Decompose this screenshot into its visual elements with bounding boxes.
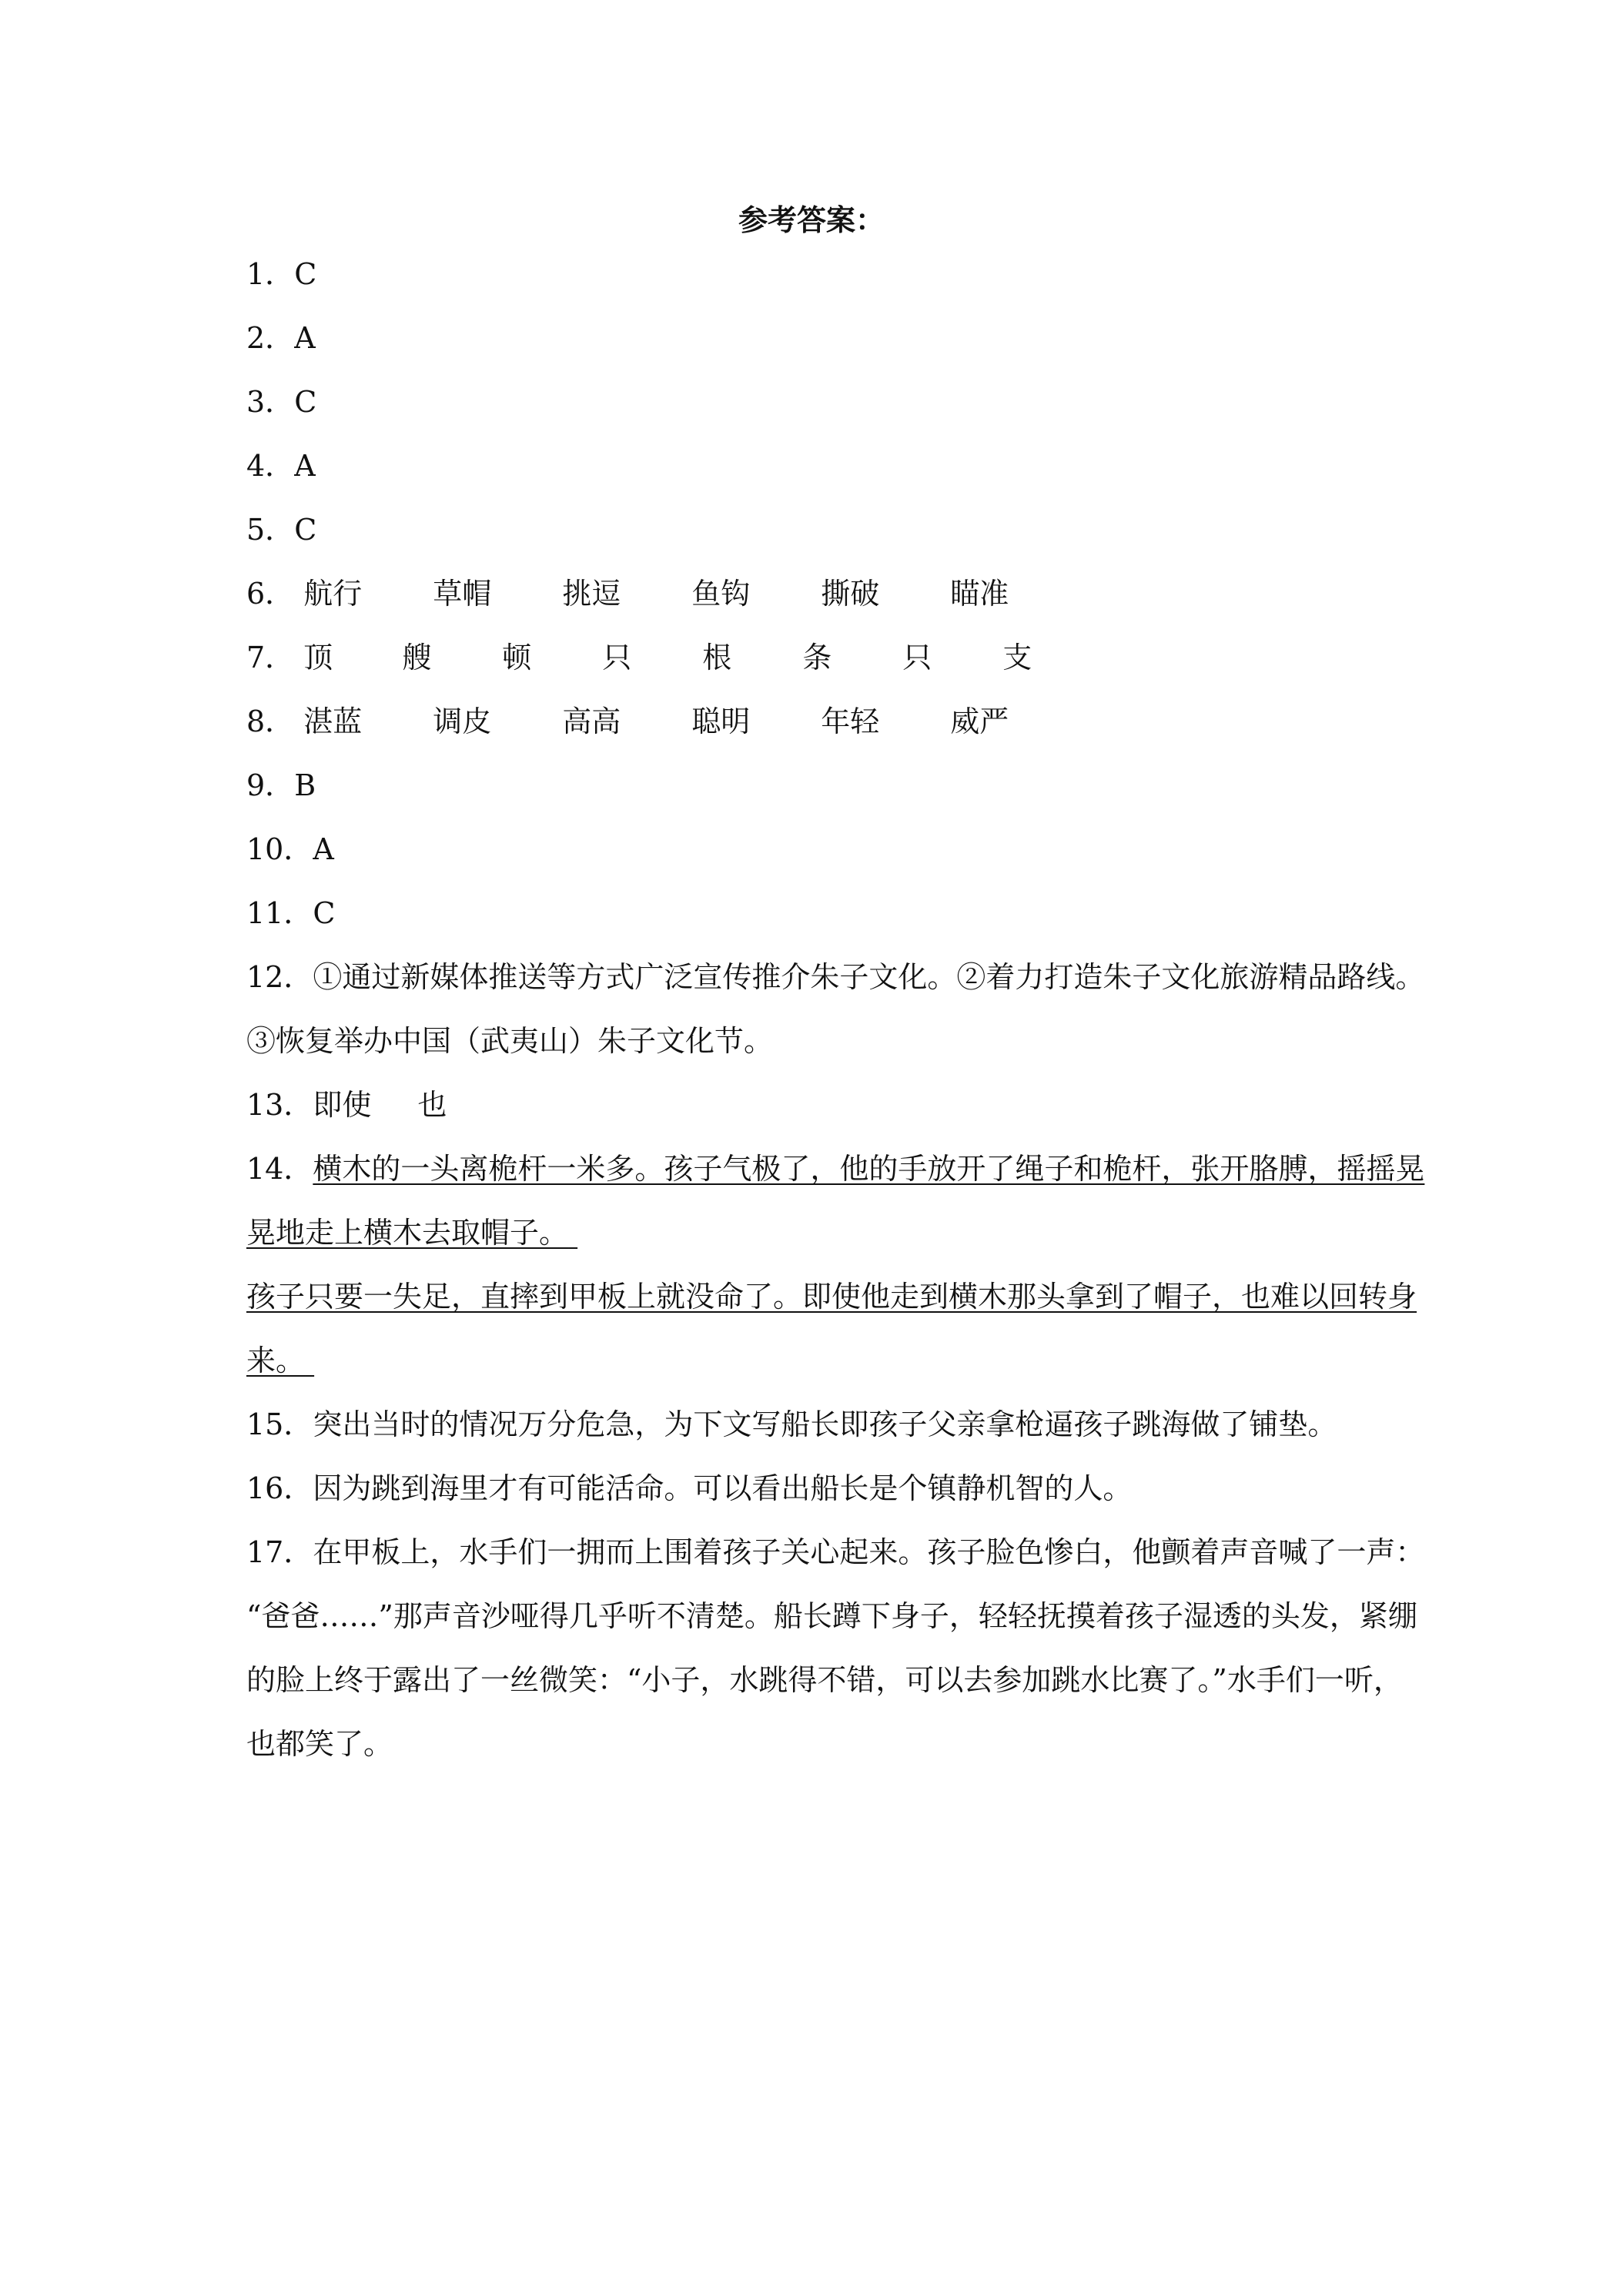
answer-text: B <box>294 768 316 802</box>
word-cell: 湛蓝 <box>303 705 363 738</box>
answer-text: 因为跳到海里才有可能活命。可以看出船长是个镇静机智的人。 <box>313 1471 1133 1505</box>
word-cell: 年轻 <box>821 705 880 738</box>
answer-number: 9． <box>246 768 295 802</box>
answer-number: 12． <box>246 960 313 994</box>
answer-number: 3． <box>246 385 295 419</box>
answer-number: 14． <box>246 1152 313 1186</box>
answer-text: 也都笑了。 <box>246 1727 393 1761</box>
underlined-text: 孩子只要一失足，直摔到甲板上就没命了。即使他走到横木那头拿到了帽子，也难以回转身 <box>246 1280 1417 1314</box>
answer-17-continued <box>246 1725 393 1762</box>
word-cell: 聪明 <box>691 705 751 738</box>
answer-1 <box>246 256 316 293</box>
word-cell: 航行 <box>303 577 363 611</box>
word-cell: 草帽 <box>433 577 492 611</box>
word-cell: 鱼钩 <box>691 577 751 611</box>
answer-number: 17． <box>246 1535 313 1569</box>
underlined-text: 横木的一头离桅杆一米多。孩子气极了，他的手放开了绳子和桅杆，张开胳膊，摇摇晃 <box>313 1152 1425 1186</box>
word-cell: 瞄准 <box>950 577 1009 611</box>
word-cell: 威严 <box>950 705 1009 738</box>
answer-text: 的脸上终于露出了一丝微笑：“小子，水跳得不错，可以去参加跳水比赛了。”水手们一听， <box>246 1663 1403 1697</box>
answer-17 <box>246 1534 1424 1571</box>
answer-3 <box>246 383 316 420</box>
answer-17-continued <box>246 1598 1417 1635</box>
word-cell: 根 <box>702 641 732 674</box>
answer-14 <box>246 1150 1424 1187</box>
answer-10 <box>246 831 334 868</box>
word-cell: 只 <box>902 641 932 674</box>
answer-text: C <box>313 896 336 930</box>
word-cell: 高高 <box>562 705 621 738</box>
answer-4 <box>246 447 316 484</box>
answer-14-continued <box>246 1278 1417 1315</box>
answer-15 <box>246 1406 1337 1443</box>
word-cell: 支 <box>1002 641 1032 674</box>
word-cell: 只 <box>602 641 632 674</box>
answer-number: 16． <box>246 1471 313 1505</box>
answer-text: 在甲板上，水手们一拥而上围着孩子关心起来。孩子脸色惨白，他颤着声音喊了一声： <box>313 1535 1425 1569</box>
answer-text: 突出当时的情况万分危急，为下文写船长即孩子父亲拿枪逼孩子跳海做了铺垫。 <box>313 1407 1337 1441</box>
answer-12-continued <box>246 1022 773 1059</box>
word-cell: 撕破 <box>821 577 880 611</box>
answer-number: 4． <box>246 449 295 483</box>
word-cell: 调皮 <box>433 705 492 738</box>
answer-13 <box>246 1086 447 1123</box>
word-cell: 顶 <box>303 641 333 674</box>
answer-number: 2． <box>246 321 295 355</box>
word-list <box>303 575 1009 612</box>
answer-14-continued <box>246 1342 314 1379</box>
answer-5 <box>246 511 316 548</box>
answer-word: 也 <box>417 1088 447 1122</box>
underlined-text: 晃地走上横木去取帽子。 <box>246 1216 569 1250</box>
answer-8 <box>246 703 1009 740</box>
answer-text: “爸爸……”那声音沙哑得几乎听不清楚。船长蹲下身子，轻轻抚摸着孩子湿透的头发，紧绷 <box>246 1599 1417 1633</box>
word-cell: 顿 <box>502 641 532 674</box>
answer-14-continued <box>246 1214 577 1251</box>
answer-2 <box>246 320 316 356</box>
word-cell: 艘 <box>402 641 432 674</box>
word-cell: 挑逗 <box>562 577 621 611</box>
answer-text: A <box>294 449 316 483</box>
answer-9 <box>246 767 316 804</box>
answer-11 <box>246 895 335 932</box>
answer-12 <box>246 959 1424 996</box>
word-list <box>303 639 1032 676</box>
underlined-text: 来。 <box>246 1344 306 1377</box>
answer-word: 即使 <box>313 1088 372 1122</box>
answer-number: 8． <box>246 705 295 738</box>
answer-number: 15． <box>246 1407 313 1441</box>
answer-number: 7． <box>246 641 295 674</box>
answer-number: 13． <box>246 1088 313 1122</box>
word-cell: 条 <box>802 641 832 674</box>
answer-17-continued <box>246 1662 1403 1699</box>
answer-text: C <box>294 257 317 291</box>
answer-text: C <box>294 513 317 547</box>
answer-text: A <box>313 832 334 866</box>
answer-number: 6． <box>246 577 295 611</box>
answer-16 <box>246 1470 1132 1507</box>
answer-text: ③恢复举办中国（武夷山）朱子文化节。 <box>246 1024 774 1058</box>
word-list <box>303 703 1009 740</box>
answer-number: 5． <box>246 513 295 547</box>
answer-number: 11． <box>246 896 313 930</box>
answer-6 <box>246 575 1009 612</box>
answer-text: C <box>294 385 317 419</box>
answer-7 <box>246 639 1032 676</box>
answer-text: ①通过新媒体推送等方式广泛宣传推介朱子文化。②着力打造朱子文化旅游精品路线。 <box>313 960 1425 994</box>
answer-number: 10． <box>246 832 313 866</box>
page-title: 参考答案： <box>738 203 885 237</box>
answer-number: 1． <box>246 257 295 291</box>
answer-text: A <box>294 321 316 355</box>
